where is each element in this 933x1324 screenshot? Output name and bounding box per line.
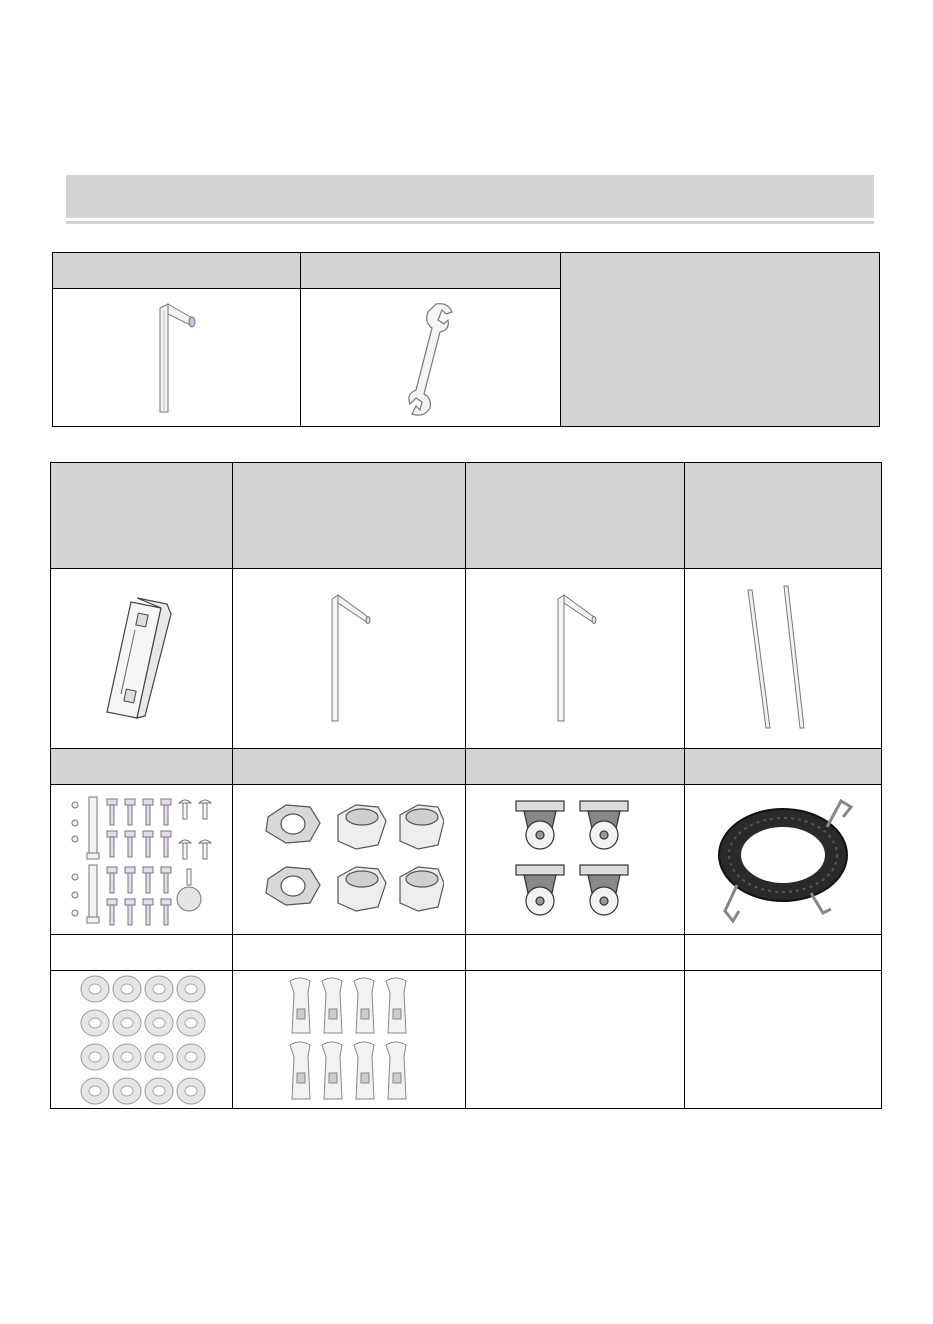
bungee-cord-icon [703,793,863,927]
part-cell-casters [466,785,684,935]
parts-table [50,462,882,1109]
part-header-1-2 [233,463,466,569]
nuts-icon [254,795,444,925]
part-cell-empty-2 [684,971,881,1109]
section-banner [66,175,874,218]
allen-key-icon [146,298,206,418]
part-cell-bracket [51,569,233,749]
bracket-plate-icon [97,594,187,724]
tool-cell-wrench [300,289,561,427]
part-header-2-1 [51,749,233,785]
part-cell-rods [684,569,881,749]
part-cell-washers [51,971,233,1109]
tool-cell-allen-key [53,289,301,427]
part-cell-long-allen-key-2 [466,569,684,749]
part-cell-clamps [233,971,466,1109]
part-cell-empty-1 [466,971,684,1109]
tool-header-1 [53,253,301,289]
part-header-1-4 [684,463,881,569]
part-header-1-3 [466,463,684,569]
part-header-3-4 [684,935,881,971]
long-allen-key-icon [540,589,610,729]
part-header-2-2 [233,749,466,785]
bolts-screws-icon [67,793,217,927]
part-header-2-4 [684,749,881,785]
banner-divider [66,221,874,224]
part-header-3-2 [233,935,466,971]
part-header-1-1 [51,463,233,569]
caster-wheels-icon [510,795,640,925]
tool-header-2 [300,253,561,289]
part-cell-nuts [233,785,466,935]
part-cell-bungee [684,785,881,935]
clamps-icon [284,973,414,1107]
part-cell-long-allen-key-1 [233,569,466,749]
tools-table [52,252,880,427]
tools-side-panel [561,253,880,427]
part-header-2-3 [466,749,684,785]
rods-icon [738,584,828,734]
open-end-wrench-icon [396,298,466,418]
part-cell-bolts [51,785,233,935]
washers-icon [77,973,207,1107]
part-header-3-1 [51,935,233,971]
part-header-3-3 [466,935,684,971]
long-allen-key-icon [314,589,384,729]
